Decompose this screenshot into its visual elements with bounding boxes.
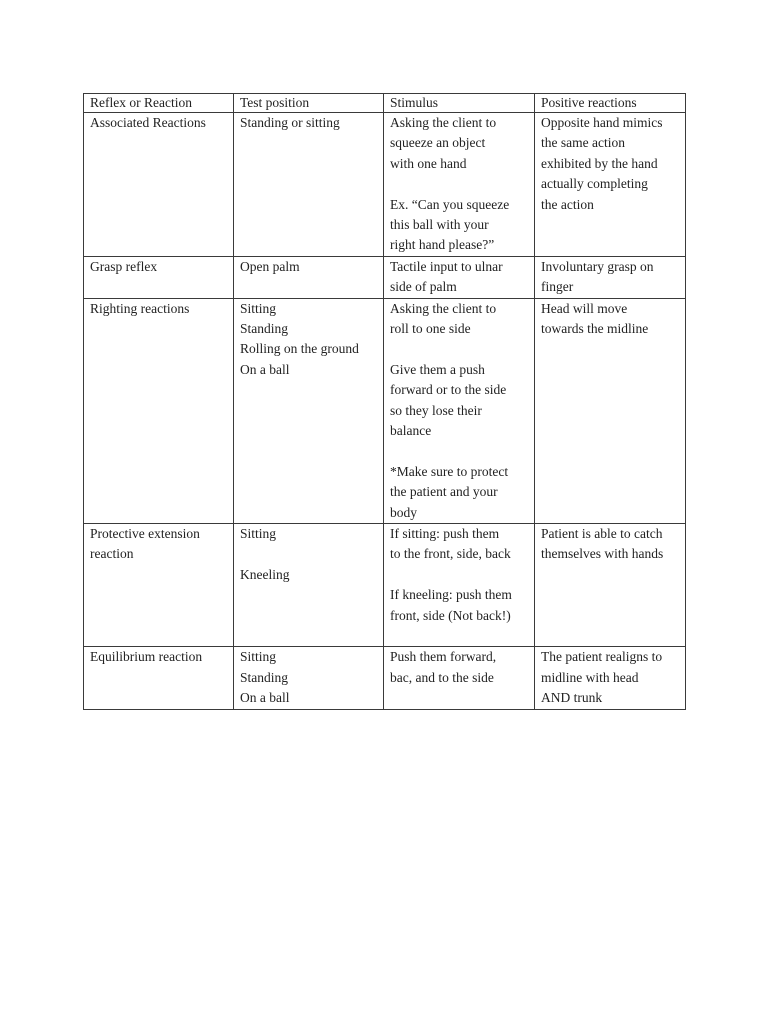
- cell-line: [390, 565, 529, 585]
- cell-line: side of palm: [390, 279, 457, 295]
- cell-line: The patient realigns to: [541, 649, 663, 665]
- cell-line: balance: [390, 423, 432, 439]
- cell-line: the same action: [541, 135, 625, 151]
- reflex-cell: [84, 524, 234, 647]
- cell-line: finger: [541, 279, 574, 295]
- cell-line: Equilibrium reaction: [90, 649, 203, 665]
- cell-line: Involuntary grasp on: [541, 258, 654, 274]
- stimulus-cell: [384, 256, 535, 298]
- cell-line: squeeze an object: [390, 135, 486, 151]
- cell-line: Standing: [240, 669, 289, 685]
- stimulus-cell: [384, 647, 535, 709]
- cell-line: Asking the client to: [390, 300, 497, 316]
- table-header-row: [84, 94, 686, 113]
- cell-line: reaction: [90, 546, 134, 562]
- reflex-cell: [84, 256, 234, 298]
- cell-line: Grasp reflex: [90, 258, 158, 274]
- cell-line: Patient is able to catch: [541, 526, 663, 542]
- cell-line: Asking the client to: [390, 115, 497, 130]
- cell-line: so they lose their: [390, 402, 482, 418]
- cell-line: Give them a push: [390, 361, 485, 377]
- cell-line: [390, 441, 529, 461]
- cell-line: Push them forward,: [390, 649, 497, 665]
- positive-reaction-cell: [535, 524, 686, 647]
- reflex-table: [83, 93, 686, 710]
- cell-line: Standing: [240, 321, 289, 337]
- test-position-cell: [234, 256, 384, 298]
- cell-line: If kneeling: push them: [390, 587, 512, 603]
- cell-line: themselves with hands: [541, 546, 664, 562]
- reflex-cell: [84, 298, 234, 523]
- cell-line: exhibited by the hand: [541, 155, 658, 171]
- positive-reaction-cell: [535, 113, 686, 257]
- cell-line: right hand please?”: [390, 237, 495, 253]
- cell-line: with one hand: [390, 155, 467, 171]
- positive-reaction-cell: [535, 298, 686, 523]
- cell-line: Associated Reactions: [90, 115, 206, 130]
- table-row: [84, 524, 686, 647]
- table-row: [84, 647, 686, 709]
- table-row: [84, 298, 686, 523]
- cell-line: Sitting: [240, 526, 277, 542]
- positive-reaction-cell: [535, 647, 686, 709]
- cell-line: front, side (Not back!): [390, 607, 511, 623]
- cell-line: AND trunk: [541, 690, 603, 706]
- stimulus-cell: [384, 113, 535, 257]
- header-reflex-or-reaction: Reflex or Reaction: [84, 94, 234, 113]
- cell-line: [390, 339, 529, 359]
- cell-line: Kneeling: [240, 566, 290, 582]
- cell-line: Opposite hand mimics: [541, 115, 663, 130]
- cell-line: If sitting: push them: [390, 526, 500, 542]
- table-row: [84, 113, 686, 257]
- cell-line: [390, 626, 529, 646]
- table-body: [84, 113, 686, 710]
- test-position-cell: [234, 524, 384, 647]
- test-position-cell: [234, 113, 384, 257]
- reflex-cell: [84, 647, 234, 709]
- cell-line: this ball with your: [390, 217, 489, 233]
- header-positive-reactions: Positive reactions: [535, 94, 686, 113]
- cell-line: On a ball: [240, 361, 290, 377]
- cell-line: midline with head: [541, 669, 639, 685]
- cell-line: Righting reactions: [90, 300, 190, 316]
- cell-line: roll to one side: [390, 321, 471, 337]
- cell-line: [240, 544, 378, 564]
- cell-line: forward or to the side: [390, 382, 507, 398]
- stimulus-cell: [384, 524, 535, 647]
- cell-line: On a ball: [240, 690, 290, 706]
- cell-line: Ex. “Can you squeeze: [390, 196, 510, 212]
- cell-line: Tactile input to ulnar: [390, 258, 503, 274]
- test-position-cell: [234, 647, 384, 709]
- cell-line: actually completing: [541, 176, 648, 192]
- cell-line: Protective extension: [90, 526, 200, 542]
- cell-line: the action: [541, 196, 594, 212]
- cell-line: Rolling on the ground: [240, 341, 359, 357]
- cell-line: *Make sure to protect: [390, 463, 509, 479]
- cell-line: Open palm: [240, 258, 300, 274]
- header-test-position: Test position: [234, 94, 384, 113]
- cell-line: Sitting: [240, 649, 277, 665]
- stimulus-cell: [384, 298, 535, 523]
- cell-line: Head will move: [541, 300, 628, 316]
- cell-line: towards the midline: [541, 321, 649, 337]
- cell-line: to the front, side, back: [390, 546, 511, 562]
- header-stimulus: Stimulus: [384, 94, 535, 113]
- test-position-cell: [234, 298, 384, 523]
- cell-line: bac, and to the side: [390, 669, 494, 685]
- cell-line: Standing or sitting: [240, 115, 340, 130]
- cell-line: the patient and your: [390, 484, 498, 500]
- cell-line: [390, 174, 529, 194]
- positive-reaction-cell: [535, 256, 686, 298]
- table-row: [84, 256, 686, 298]
- cell-line: Sitting: [240, 300, 277, 316]
- cell-line: body: [390, 504, 417, 520]
- reflex-cell: [84, 113, 234, 257]
